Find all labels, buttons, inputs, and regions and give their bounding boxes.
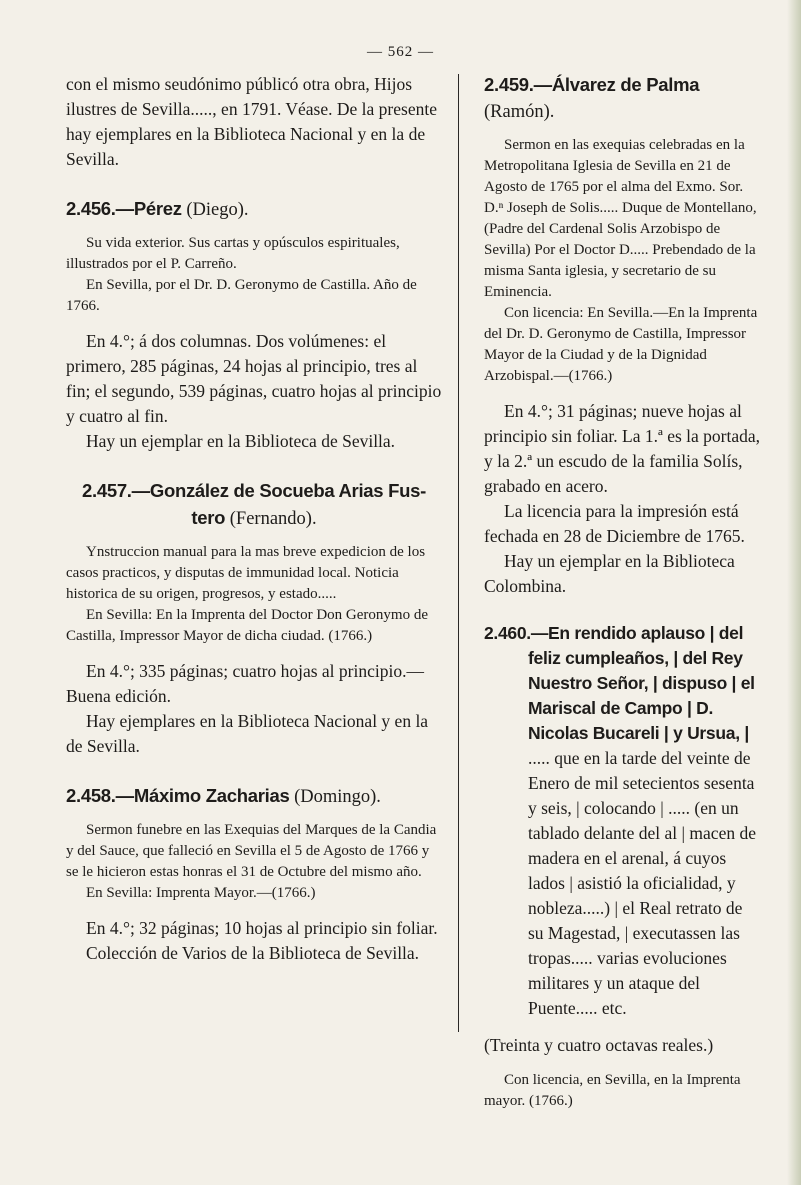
entry-title-text: Sermon en las exequias celebradas en la Metropolitana Iglesia de Sevilla en 21 de Agosto de 1765 por el alma del Exmo. Sor. D.ⁿ Joseph de Solis..... Duque de Montellano, (Padre del Cardenal Solis Arzobispo de Sevilla) Por el Doctor D..... Prebendado de la misma Santa iglesia, y secretario de su Eminencia. [484, 137, 757, 300]
entry-location: Colección de Varios de la Biblioteca de Sevilla. [86, 943, 420, 963]
entry-heading: 2.458.—Máximo Zacharias (Domingo). [66, 785, 381, 807]
page-edge-stain [787, 0, 801, 1185]
entry-2456 [66, 196, 442, 454]
entry-2459 [484, 72, 760, 599]
entry-description: En 4.°; 31 páginas; nueve hojas al principio sin foliar. La 1.ª es la portada, y la 2.ª un escudo de la familia Solís, grabado en acero. [484, 401, 761, 496]
entry-description: En 4.°; 32 páginas; 10 hojas al principio sin foliar. [86, 918, 438, 938]
entry-heading: 2.459.—Álvarez de Palma (Ramón). [484, 74, 700, 122]
entry-heading: 2.456.—Pérez (Diego). [66, 198, 249, 220]
entry-description: En 4.°; 335 páginas; cuatro hojas al principio.—Buena edición. [66, 661, 424, 706]
entry-heading-title: 2.460.—En rendido aplauso | del feliz cumpleaños, | del Rey Nuestro Señor, | dispuso | el Mariscal de Campo | D. Nicolas Bucareli | y Ursua, | ..... que en la tarde del veinte de Enero de mil setecientos sesenta y seis, | colocando | ..... (en un tablado delante del al | macen de madera en el arenal, á cuyos lados | asistió la oficialidad, y nobleza.....) | el Real retrato de su Magestad, | executassen las tropas..... varias evoluciones militares y un ataque del Puente..... etc. [484, 623, 756, 1018]
entry-imprint: En Sevilla: Imprenta Mayor.—(1766.) [86, 885, 316, 901]
continuation-paragraph: con el mismo seudónimo públicó otra obra, Hijos ilustres de Sevilla....., en 1791. Véase. De la presente hay ejemplares en la Biblioteca Nacional y en la de Sevilla. [66, 74, 437, 169]
entry-title-text: Su vida exterior. Sus cartas y opúsculos espirituales, illustrados por el P. Carreño. [66, 235, 400, 272]
column-divider [458, 74, 459, 1032]
right-column [484, 72, 760, 1112]
left-column [66, 72, 442, 966]
entry-2457 [66, 478, 442, 759]
entry-location: Hay ejemplares en la Biblioteca Nacional y en la de Sevilla. [66, 711, 429, 756]
entry-title-text: Ynstruccion manual para la mas breve expedicion de los casos practicos, y disputas de immunidad local. Noticia historica de su origen, progresos, y estado..... [66, 544, 426, 602]
entry-description: En 4.°; á dos columnas. Dos volúmenes: el primero, 285 páginas, 24 hojas al principio, tres al fin; el segundo, 539 páginas, cuatro hojas al principio y cuatro al fin. [66, 331, 442, 426]
entry-location: Hay un ejemplar en la Biblioteca Colombina. [484, 551, 735, 596]
entry-description: (Treinta y cuatro octavas reales.) [484, 1035, 714, 1055]
entry-license-note: La licencia para la impresión está fechada en 28 de Diciembre de 1765. [484, 501, 745, 546]
entry-2460 [484, 621, 760, 1112]
entry-title-text: Sermon funebre en las Exequias del Marques de la Candia y del Sauce, que falleció en Sevilla el 5 de Agosto de 1766 y se le hicieron estas honras el 31 de Octubre del mismo año. [66, 822, 437, 880]
entry-imprint: Con licencia, en Sevilla, en la Imprenta mayor. (1766.) [484, 1072, 741, 1109]
entry-location: Hay un ejemplar en la Biblioteca de Sevilla. [86, 431, 396, 451]
entry-2458 [66, 783, 442, 966]
entry-heading: 2.457.—González de Socueba Arias Fus- tero (Fernando). [82, 480, 426, 529]
page-number: — 562 — [367, 44, 434, 60]
entry-imprint: En Sevilla, por el Dr. D. Geronymo de Castilla. Año de 1766. [66, 277, 417, 314]
entry-imprint: Con licencia: En Sevilla.—En la Imprenta del Dr. D. Geronymo de Castilla, Impressor Mayor de la Ciudad y de la Dignidad Arzobispal.—(1766.) [484, 305, 758, 384]
entry-imprint: En Sevilla: En la Imprenta del Doctor Don Geronymo de Castilla, Impressor Mayor de dicha ciudad. (1766.) [66, 607, 428, 644]
